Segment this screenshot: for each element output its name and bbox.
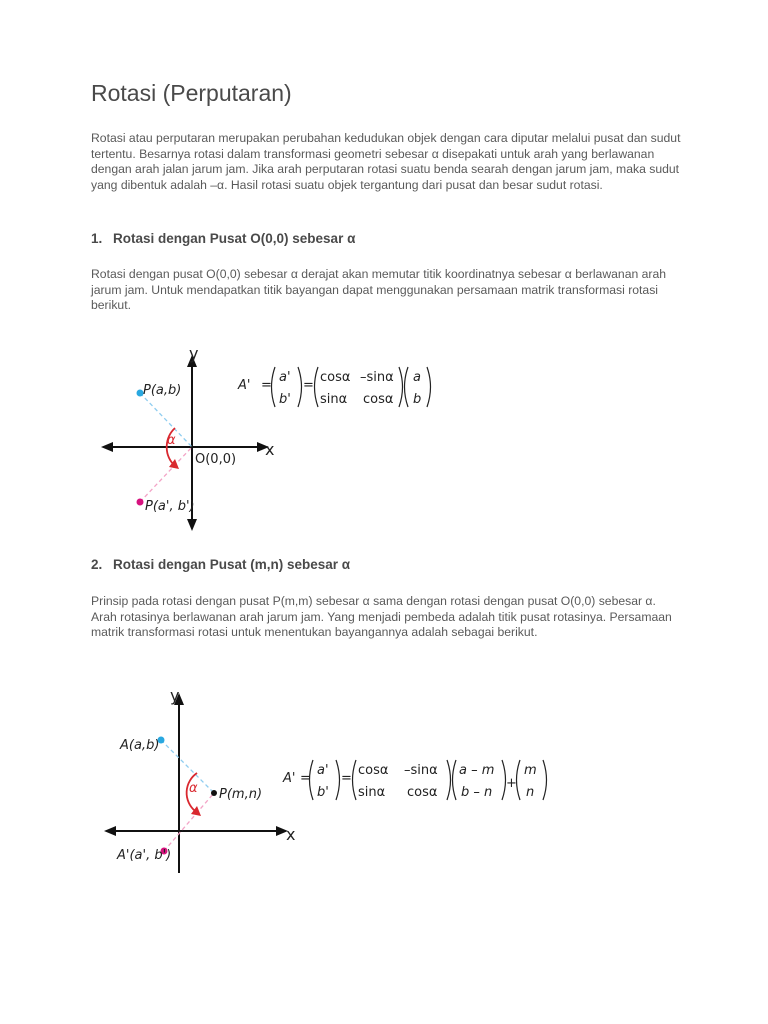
point-p-label: P(a,b) bbox=[143, 383, 182, 398]
trans-left-paren bbox=[517, 760, 521, 800]
matrix-m21: sinα bbox=[320, 392, 348, 407]
vector-b-prime: b' bbox=[279, 392, 291, 407]
formula-equals-2: = bbox=[303, 378, 314, 393]
vector-b-prime: b' bbox=[317, 785, 329, 800]
formula-lhs: A' bbox=[283, 771, 296, 786]
section-2-heading bbox=[91, 557, 350, 572]
matrix-right-paren bbox=[399, 367, 403, 407]
trans-n: n bbox=[526, 785, 535, 800]
rotation-formula-2 bbox=[282, 760, 547, 800]
formula-plus: + bbox=[506, 776, 517, 791]
y-axis-arrow-down bbox=[187, 519, 197, 531]
matrix-left-paren bbox=[315, 367, 319, 407]
matrix-m12: –sinα bbox=[360, 370, 394, 385]
col-b: b bbox=[413, 392, 422, 407]
col-left-paren bbox=[405, 367, 409, 407]
formula-equals-2: = bbox=[341, 771, 352, 786]
angle-label: α bbox=[167, 433, 176, 448]
matrix-m12: –sinα bbox=[404, 763, 438, 778]
dashed-line-p-image bbox=[140, 447, 192, 502]
angle-label: α bbox=[189, 781, 198, 796]
col-a: a bbox=[413, 370, 421, 385]
center-label: P(m,n) bbox=[219, 787, 263, 802]
section-1-number: 1. bbox=[91, 231, 103, 246]
matrix-m21: sinα bbox=[358, 785, 386, 800]
left-paren bbox=[310, 760, 314, 800]
intro-paragraph: Rotasi atau perputaran merupakan perubahan kedudukan objek dengan cara diputar melalui pusat dan sudut tertentu. Besarnya rotasi dalam transformasi geometri sebesar α disepakati untuk arah yang berlawanan dengan arah jalan jarum jam. Jika arah perputaran rotasi suatu benda searah dengan jarum jam, maka sudut yang dibentuk adalah –α. Hasil rotasi suatu objek tergantung dari pusat dan besar sudut rotasi. bbox=[91, 131, 681, 192]
matrix-left-paren bbox=[353, 760, 357, 800]
right-paren bbox=[336, 760, 340, 800]
matrix-m22: cosα bbox=[363, 392, 394, 407]
formula-equals: = bbox=[300, 771, 311, 786]
matrix-right-paren bbox=[447, 760, 451, 800]
left-paren bbox=[272, 367, 276, 407]
point-a-label: A(a,b) bbox=[120, 738, 160, 753]
x-axis-arrow-left bbox=[104, 826, 116, 836]
col-b-minus-n: b – n bbox=[461, 785, 493, 800]
figure-1-rotation-origin bbox=[95, 345, 455, 535]
point-a-image-label: A'(a', b') bbox=[117, 848, 172, 863]
trans-right-paren bbox=[543, 760, 547, 800]
matrix-m11: cosα bbox=[320, 370, 351, 385]
col-right-paren bbox=[427, 367, 431, 407]
page-title: Rotasi (Perputaran) bbox=[91, 80, 292, 106]
figure-2-rotation-center bbox=[100, 683, 560, 883]
x-axis-arrow-left bbox=[101, 442, 113, 452]
rotation-formula-1 bbox=[237, 367, 431, 407]
formula-lhs: A' bbox=[238, 378, 251, 393]
dashed-line-p bbox=[140, 393, 192, 447]
y-axis-label: y bbox=[189, 345, 199, 363]
col-left-paren bbox=[453, 760, 457, 800]
point-p-image bbox=[137, 499, 144, 506]
col-a-minus-m: a – m bbox=[459, 763, 495, 778]
matrix-m11: cosα bbox=[358, 763, 389, 778]
vector-a-prime: a' bbox=[317, 763, 329, 778]
trans-m: m bbox=[524, 763, 537, 778]
vector-a-prime: a' bbox=[279, 370, 291, 385]
point-p-image-label: P(a', b') bbox=[145, 499, 195, 514]
matrix-m22: cosα bbox=[407, 785, 438, 800]
section-2-number: 2. bbox=[91, 557, 103, 572]
formula-equals: = bbox=[261, 378, 272, 393]
section-1-paragraph: Rotasi dengan pusat O(0,0) sebesar α derajat akan memutar titik koordinatnya sebesar α berlawanan arah jarum jam. Untuk mendapatkan titik bayangan dapat menggunakan persamaan matrik transformasi rotasi berikut. bbox=[91, 267, 667, 313]
center-point bbox=[211, 790, 217, 796]
col-right-paren bbox=[502, 760, 506, 800]
origin-label: O(0,0) bbox=[195, 452, 237, 467]
x-axis-label: x bbox=[265, 440, 275, 459]
section-1-heading bbox=[91, 231, 355, 246]
section-2-paragraph: Prinsip pada rotasi dengan pusat P(m,m) sebesar α sama dengan rotasi dengan pusat O(0,0) sebesar α. Arah rotasinya berlawanan arah jarum jam. Yang menjadi pembeda adalah titik pusat rotasinya. Persamaan matrik transformasi rotasi untuk menentukan bayangannya adalah sebagai berikut. bbox=[91, 594, 672, 640]
y-axis-label: y bbox=[170, 686, 180, 705]
x-axis-label: x bbox=[286, 825, 296, 844]
section-1-title: Rotasi dengan Pusat O(0,0) sebesar α bbox=[113, 231, 356, 246]
right-paren bbox=[298, 367, 302, 407]
section-2-title: Rotasi dengan Pusat (m,n) sebesar α bbox=[113, 557, 351, 572]
